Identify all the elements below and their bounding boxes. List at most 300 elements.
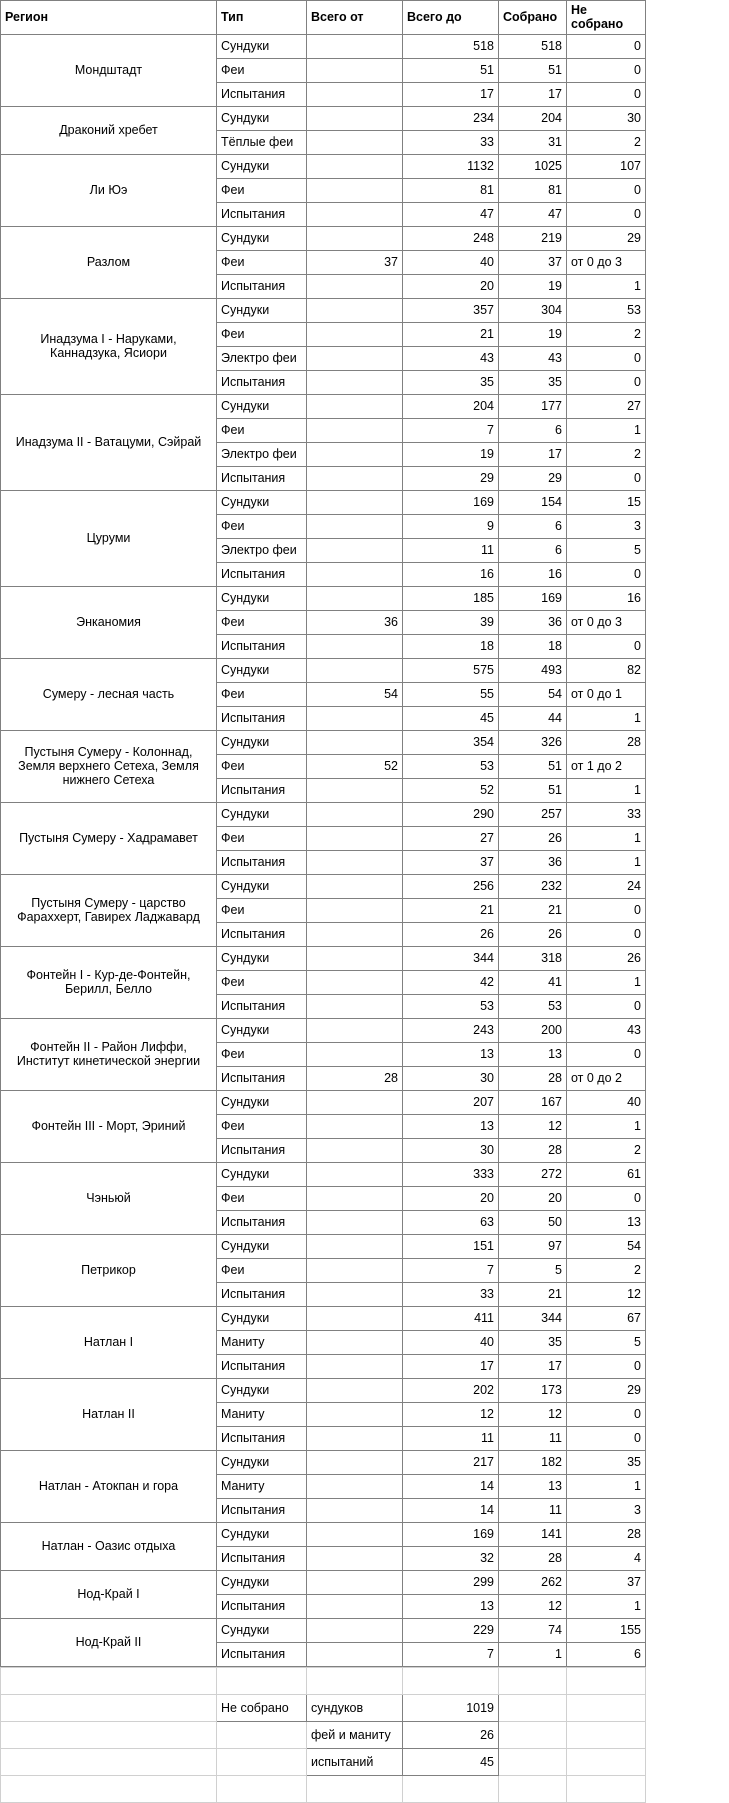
type-cell: Сундуки bbox=[217, 34, 307, 58]
not-collected-cell: 1 bbox=[567, 1114, 646, 1138]
total-from-cell bbox=[307, 1114, 403, 1138]
type-cell: Сундуки bbox=[217, 154, 307, 178]
total-from-cell bbox=[307, 658, 403, 682]
total-to-cell: 43 bbox=[403, 346, 499, 370]
table-row bbox=[1, 946, 646, 970]
total-from-cell bbox=[307, 898, 403, 922]
total-to-cell: 51 bbox=[403, 58, 499, 82]
collected-cell: 6 bbox=[499, 514, 567, 538]
total-to-cell: 14 bbox=[403, 1498, 499, 1522]
total-to-cell: 234 bbox=[403, 106, 499, 130]
total-from-cell bbox=[307, 802, 403, 826]
region-cell: Инадзума II - Ватацуми, Сэйрай bbox=[1, 394, 217, 490]
total-to-cell: 40 bbox=[403, 250, 499, 274]
not-collected-cell: 28 bbox=[567, 1522, 646, 1546]
collected-cell: 31 bbox=[499, 130, 567, 154]
table-row bbox=[1, 1570, 646, 1594]
not-collected-cell: 1 bbox=[567, 418, 646, 442]
collected-cell: 50 bbox=[499, 1210, 567, 1234]
table-header bbox=[1, 1, 646, 35]
total-to-cell: 21 bbox=[403, 322, 499, 346]
not-collected-cell: 0 bbox=[567, 346, 646, 370]
total-from-cell bbox=[307, 538, 403, 562]
total-from-cell bbox=[307, 706, 403, 730]
header-region: Регион bbox=[1, 1, 217, 35]
total-to-cell: 39 bbox=[403, 610, 499, 634]
type-cell: Сундуки bbox=[217, 106, 307, 130]
blank-cell bbox=[1, 1667, 217, 1694]
total-from-cell bbox=[307, 490, 403, 514]
total-from-cell bbox=[307, 1354, 403, 1378]
type-cell: Испытания bbox=[217, 82, 307, 106]
collected-cell: 5 bbox=[499, 1258, 567, 1282]
table-row bbox=[1, 1234, 646, 1258]
collected-cell: 17 bbox=[499, 82, 567, 106]
not-collected-cell: 1 bbox=[567, 706, 646, 730]
total-to-cell: 17 bbox=[403, 1354, 499, 1378]
collected-cell: 54 bbox=[499, 682, 567, 706]
type-cell: Испытания bbox=[217, 1066, 307, 1090]
total-to-cell: 354 bbox=[403, 730, 499, 754]
blank-cell bbox=[1, 1748, 217, 1775]
total-from-cell bbox=[307, 634, 403, 658]
collected-cell: 37 bbox=[499, 250, 567, 274]
total-to-cell: 16 bbox=[403, 562, 499, 586]
not-collected-cell: 0 bbox=[567, 1426, 646, 1450]
type-cell: Испытания bbox=[217, 1546, 307, 1570]
not-collected-cell: 0 bbox=[567, 898, 646, 922]
total-from-cell: 54 bbox=[307, 682, 403, 706]
total-from-cell bbox=[307, 58, 403, 82]
total-to-cell: 47 bbox=[403, 202, 499, 226]
type-cell: Феи bbox=[217, 1042, 307, 1066]
not-collected-cell: 0 bbox=[567, 634, 646, 658]
type-cell: Феи bbox=[217, 682, 307, 706]
total-from-cell bbox=[307, 1258, 403, 1282]
not-collected-cell: 53 bbox=[567, 298, 646, 322]
region-cell: Фонтейн II - Район Лиффи, Институт кинетической энергии bbox=[1, 1018, 217, 1090]
not-collected-cell: 16 bbox=[567, 586, 646, 610]
total-from-cell bbox=[307, 1402, 403, 1426]
total-to-cell: 185 bbox=[403, 586, 499, 610]
collected-cell: 44 bbox=[499, 706, 567, 730]
table-row bbox=[1, 154, 646, 178]
table-row bbox=[1, 1522, 646, 1546]
not-collected-cell: 4 bbox=[567, 1546, 646, 1570]
type-cell: Сундуки bbox=[217, 874, 307, 898]
total-from-cell bbox=[307, 1306, 403, 1330]
collected-cell: 97 bbox=[499, 1234, 567, 1258]
type-cell: Феи bbox=[217, 754, 307, 778]
summary-item-name: испытаний bbox=[307, 1748, 403, 1775]
collected-cell: 6 bbox=[499, 538, 567, 562]
total-from-cell bbox=[307, 442, 403, 466]
table-row bbox=[1, 490, 646, 514]
total-to-cell: 19 bbox=[403, 442, 499, 466]
collected-cell: 304 bbox=[499, 298, 567, 322]
blank-cell bbox=[1, 1721, 217, 1748]
not-collected-cell: 1 bbox=[567, 1474, 646, 1498]
region-cell: Фонтейн I - Кур-де-Фонтейн, Берилл, Белло bbox=[1, 946, 217, 1018]
total-to-cell: 20 bbox=[403, 274, 499, 298]
not-collected-cell: 67 bbox=[567, 1306, 646, 1330]
type-cell: Испытания bbox=[217, 706, 307, 730]
total-to-cell: 333 bbox=[403, 1162, 499, 1186]
not-collected-cell: от 0 до 3 bbox=[567, 250, 646, 274]
summary-spacer-row bbox=[1, 1775, 646, 1802]
region-cell: Натлан - Атокпан и гора bbox=[1, 1450, 217, 1522]
region-cell: Фонтейн III - Морт, Эриний bbox=[1, 1090, 217, 1162]
type-cell: Сундуки bbox=[217, 946, 307, 970]
type-cell: Испытания bbox=[217, 922, 307, 946]
blank-cell bbox=[217, 1748, 307, 1775]
type-cell: Феи bbox=[217, 1186, 307, 1210]
not-collected-cell: 0 bbox=[567, 178, 646, 202]
type-cell: Испытания bbox=[217, 370, 307, 394]
not-collected-cell: 3 bbox=[567, 514, 646, 538]
collected-cell: 12 bbox=[499, 1402, 567, 1426]
collected-cell: 232 bbox=[499, 874, 567, 898]
not-collected-cell: 30 bbox=[567, 106, 646, 130]
summary-item-value: 45 bbox=[403, 1748, 499, 1775]
table-row bbox=[1, 1162, 646, 1186]
type-cell: Феи bbox=[217, 610, 307, 634]
collected-cell: 74 bbox=[499, 1618, 567, 1642]
total-from-cell: 28 bbox=[307, 1066, 403, 1090]
total-to-cell: 299 bbox=[403, 1570, 499, 1594]
total-from-cell: 36 bbox=[307, 610, 403, 634]
not-collected-cell: 33 bbox=[567, 802, 646, 826]
total-from-cell bbox=[307, 1186, 403, 1210]
type-cell: Сундуки bbox=[217, 802, 307, 826]
total-from-cell bbox=[307, 1570, 403, 1594]
total-from-cell bbox=[307, 1282, 403, 1306]
total-from-cell bbox=[307, 1426, 403, 1450]
region-cell: Инадзума I - Наруками, Каннадзука, Ясиори bbox=[1, 298, 217, 394]
blank-cell bbox=[567, 1667, 646, 1694]
type-cell: Испытания bbox=[217, 1210, 307, 1234]
blank-cell bbox=[217, 1667, 307, 1694]
type-cell: Испытания bbox=[217, 1138, 307, 1162]
type-cell: Тёплые феи bbox=[217, 130, 307, 154]
summary-row bbox=[1, 1748, 646, 1775]
total-to-cell: 229 bbox=[403, 1618, 499, 1642]
not-collected-cell: 13 bbox=[567, 1210, 646, 1234]
total-to-cell: 33 bbox=[403, 130, 499, 154]
type-cell: Феи bbox=[217, 322, 307, 346]
type-cell: Сундуки bbox=[217, 1234, 307, 1258]
total-to-cell: 11 bbox=[403, 1426, 499, 1450]
blank-cell bbox=[307, 1775, 403, 1802]
not-collected-cell: 15 bbox=[567, 490, 646, 514]
summary-spacer-row bbox=[1, 1667, 646, 1694]
blank-cell bbox=[499, 1721, 567, 1748]
collected-cell: 53 bbox=[499, 994, 567, 1018]
not-collected-cell: 0 bbox=[567, 1042, 646, 1066]
not-collected-cell: 29 bbox=[567, 1378, 646, 1402]
not-collected-cell: 0 bbox=[567, 994, 646, 1018]
total-from-cell bbox=[307, 394, 403, 418]
total-to-cell: 202 bbox=[403, 1378, 499, 1402]
collected-cell: 51 bbox=[499, 754, 567, 778]
not-collected-cell: 0 bbox=[567, 34, 646, 58]
total-from-cell bbox=[307, 274, 403, 298]
total-from-cell bbox=[307, 466, 403, 490]
collected-cell: 13 bbox=[499, 1474, 567, 1498]
table-row bbox=[1, 802, 646, 826]
not-collected-cell: 2 bbox=[567, 130, 646, 154]
total-to-cell: 81 bbox=[403, 178, 499, 202]
collected-cell: 1025 bbox=[499, 154, 567, 178]
total-from-cell bbox=[307, 778, 403, 802]
type-cell: Испытания bbox=[217, 1594, 307, 1618]
not-collected-cell: 2 bbox=[567, 1258, 646, 1282]
not-collected-cell: 5 bbox=[567, 1330, 646, 1354]
blank-cell bbox=[567, 1721, 646, 1748]
collected-cell: 18 bbox=[499, 634, 567, 658]
total-from-cell bbox=[307, 586, 403, 610]
collected-cell: 41 bbox=[499, 970, 567, 994]
blank-cell bbox=[567, 1775, 646, 1802]
collected-cell: 518 bbox=[499, 34, 567, 58]
summary-body bbox=[1, 1667, 646, 1802]
collected-cell: 12 bbox=[499, 1114, 567, 1138]
type-cell: Феи bbox=[217, 1114, 307, 1138]
type-cell: Сундуки bbox=[217, 1570, 307, 1594]
not-collected-cell: 0 bbox=[567, 58, 646, 82]
region-cell: Сумеру - лесная часть bbox=[1, 658, 217, 730]
total-from-cell bbox=[307, 922, 403, 946]
type-cell: Феи bbox=[217, 1258, 307, 1282]
collected-cell: 167 bbox=[499, 1090, 567, 1114]
collected-cell: 29 bbox=[499, 466, 567, 490]
region-cell: Ли Юэ bbox=[1, 154, 217, 226]
type-cell: Испытания bbox=[217, 1498, 307, 1522]
collected-cell: 21 bbox=[499, 1282, 567, 1306]
blank-cell bbox=[499, 1748, 567, 1775]
collected-cell: 28 bbox=[499, 1546, 567, 1570]
total-from-cell bbox=[307, 34, 403, 58]
type-cell: Маниту bbox=[217, 1474, 307, 1498]
region-cell: Пустыня Сумеру - Хадрамавет bbox=[1, 802, 217, 874]
collected-cell: 344 bbox=[499, 1306, 567, 1330]
total-from-cell bbox=[307, 1234, 403, 1258]
collected-cell: 35 bbox=[499, 370, 567, 394]
header-row bbox=[1, 1, 646, 35]
collected-cell: 169 bbox=[499, 586, 567, 610]
collected-cell: 47 bbox=[499, 202, 567, 226]
type-cell: Феи bbox=[217, 178, 307, 202]
total-to-cell: 12 bbox=[403, 1402, 499, 1426]
not-collected-cell: 1 bbox=[567, 826, 646, 850]
type-cell: Испытания bbox=[217, 562, 307, 586]
total-to-cell: 169 bbox=[403, 1522, 499, 1546]
type-cell: Испытания bbox=[217, 1426, 307, 1450]
collected-cell: 11 bbox=[499, 1426, 567, 1450]
type-cell: Испытания bbox=[217, 1354, 307, 1378]
collected-cell: 13 bbox=[499, 1042, 567, 1066]
table-row bbox=[1, 586, 646, 610]
summary-row bbox=[1, 1694, 646, 1721]
type-cell: Испытания bbox=[217, 850, 307, 874]
not-collected-cell: 27 bbox=[567, 394, 646, 418]
summary-item-value: 1019 bbox=[403, 1694, 499, 1721]
total-from-cell bbox=[307, 1378, 403, 1402]
blank-cell bbox=[403, 1667, 499, 1694]
total-to-cell: 256 bbox=[403, 874, 499, 898]
type-cell: Феи bbox=[217, 250, 307, 274]
total-from-cell bbox=[307, 970, 403, 994]
not-collected-cell: от 0 до 2 bbox=[567, 1066, 646, 1090]
collected-cell: 16 bbox=[499, 562, 567, 586]
type-cell: Феи bbox=[217, 826, 307, 850]
blank-cell bbox=[217, 1775, 307, 1802]
not-collected-cell: 0 bbox=[567, 562, 646, 586]
type-cell: Сундуки bbox=[217, 586, 307, 610]
type-cell: Сундуки bbox=[217, 1090, 307, 1114]
collected-cell: 36 bbox=[499, 850, 567, 874]
type-cell: Электро феи bbox=[217, 346, 307, 370]
type-cell: Сундуки bbox=[217, 298, 307, 322]
collected-cell: 20 bbox=[499, 1186, 567, 1210]
type-cell: Феи bbox=[217, 970, 307, 994]
total-from-cell bbox=[307, 1042, 403, 1066]
total-from-cell bbox=[307, 874, 403, 898]
total-to-cell: 27 bbox=[403, 826, 499, 850]
blank-cell bbox=[1, 1775, 217, 1802]
summary-row bbox=[1, 1721, 646, 1748]
table-row bbox=[1, 730, 646, 754]
type-cell: Испытания bbox=[217, 466, 307, 490]
total-from-cell bbox=[307, 1138, 403, 1162]
table-row bbox=[1, 298, 646, 322]
total-to-cell: 14 bbox=[403, 1474, 499, 1498]
table-row bbox=[1, 226, 646, 250]
total-from-cell bbox=[307, 1210, 403, 1234]
total-from-cell bbox=[307, 322, 403, 346]
collected-cell: 6 bbox=[499, 418, 567, 442]
summary-table bbox=[0, 1667, 646, 1803]
summary-item-name: фей и маниту bbox=[307, 1721, 403, 1748]
not-collected-cell: 35 bbox=[567, 1450, 646, 1474]
type-cell: Сундуки bbox=[217, 1018, 307, 1042]
not-collected-cell: 0 bbox=[567, 1354, 646, 1378]
total-from-cell bbox=[307, 1594, 403, 1618]
not-collected-cell: 1 bbox=[567, 850, 646, 874]
total-to-cell: 169 bbox=[403, 490, 499, 514]
not-collected-cell: 0 bbox=[567, 1402, 646, 1426]
type-cell: Феи bbox=[217, 898, 307, 922]
total-to-cell: 21 bbox=[403, 898, 499, 922]
not-collected-cell: 6 bbox=[567, 1642, 646, 1666]
region-cell: Цуруми bbox=[1, 490, 217, 586]
not-collected-cell: 54 bbox=[567, 1234, 646, 1258]
collected-cell: 11 bbox=[499, 1498, 567, 1522]
not-collected-cell: 107 bbox=[567, 154, 646, 178]
collected-cell: 36 bbox=[499, 610, 567, 634]
total-from-cell bbox=[307, 418, 403, 442]
total-to-cell: 53 bbox=[403, 754, 499, 778]
total-to-cell: 30 bbox=[403, 1138, 499, 1162]
collected-cell: 28 bbox=[499, 1138, 567, 1162]
collected-cell: 19 bbox=[499, 274, 567, 298]
type-cell: Сундуки bbox=[217, 1450, 307, 1474]
not-collected-cell: 0 bbox=[567, 370, 646, 394]
total-to-cell: 40 bbox=[403, 1330, 499, 1354]
not-collected-cell: 26 bbox=[567, 946, 646, 970]
total-to-cell: 243 bbox=[403, 1018, 499, 1042]
not-collected-cell: 0 bbox=[567, 202, 646, 226]
not-collected-cell: 0 bbox=[567, 922, 646, 946]
total-to-cell: 9 bbox=[403, 514, 499, 538]
not-collected-cell: 24 bbox=[567, 874, 646, 898]
type-cell: Сундуки bbox=[217, 1618, 307, 1642]
type-cell: Сундуки bbox=[217, 394, 307, 418]
total-to-cell: 42 bbox=[403, 970, 499, 994]
type-cell: Сундуки bbox=[217, 730, 307, 754]
total-from-cell bbox=[307, 106, 403, 130]
table-row bbox=[1, 1450, 646, 1474]
region-cell: Натлан I bbox=[1, 1306, 217, 1378]
type-cell: Маниту bbox=[217, 1402, 307, 1426]
type-cell: Сундуки bbox=[217, 490, 307, 514]
type-cell: Испытания bbox=[217, 202, 307, 226]
collected-cell: 200 bbox=[499, 1018, 567, 1042]
not-collected-cell: 43 bbox=[567, 1018, 646, 1042]
total-from-cell: 37 bbox=[307, 250, 403, 274]
not-collected-cell: 5 bbox=[567, 538, 646, 562]
total-to-cell: 45 bbox=[403, 706, 499, 730]
total-from-cell bbox=[307, 82, 403, 106]
type-cell: Электро феи bbox=[217, 538, 307, 562]
total-to-cell: 207 bbox=[403, 1090, 499, 1114]
region-cell: Нод-Край II bbox=[1, 1618, 217, 1666]
total-to-cell: 248 bbox=[403, 226, 499, 250]
collected-cell: 154 bbox=[499, 490, 567, 514]
not-collected-cell: 1 bbox=[567, 970, 646, 994]
blank-cell bbox=[567, 1694, 646, 1721]
total-to-cell: 37 bbox=[403, 850, 499, 874]
region-cell: Разлом bbox=[1, 226, 217, 298]
type-cell: Феи bbox=[217, 418, 307, 442]
blank-cell bbox=[217, 1721, 307, 1748]
collected-cell: 182 bbox=[499, 1450, 567, 1474]
type-cell: Сундуки bbox=[217, 1522, 307, 1546]
total-to-cell: 13 bbox=[403, 1042, 499, 1066]
collected-cell: 493 bbox=[499, 658, 567, 682]
collected-cell: 12 bbox=[499, 1594, 567, 1618]
total-from-cell bbox=[307, 202, 403, 226]
not-collected-cell: 82 bbox=[567, 658, 646, 682]
not-collected-cell: 1 bbox=[567, 274, 646, 298]
total-to-cell: 11 bbox=[403, 538, 499, 562]
not-collected-cell: 0 bbox=[567, 1186, 646, 1210]
collected-cell: 173 bbox=[499, 1378, 567, 1402]
type-cell: Феи bbox=[217, 58, 307, 82]
collected-cell: 219 bbox=[499, 226, 567, 250]
total-to-cell: 29 bbox=[403, 466, 499, 490]
blank-cell bbox=[499, 1667, 567, 1694]
total-to-cell: 26 bbox=[403, 922, 499, 946]
blank-cell bbox=[567, 1748, 646, 1775]
total-from-cell bbox=[307, 562, 403, 586]
not-collected-cell: 0 bbox=[567, 466, 646, 490]
blank-cell bbox=[403, 1775, 499, 1802]
type-cell: Испытания bbox=[217, 994, 307, 1018]
type-cell: Сундуки bbox=[217, 658, 307, 682]
total-from-cell bbox=[307, 1474, 403, 1498]
not-collected-cell: от 0 до 1 bbox=[567, 682, 646, 706]
